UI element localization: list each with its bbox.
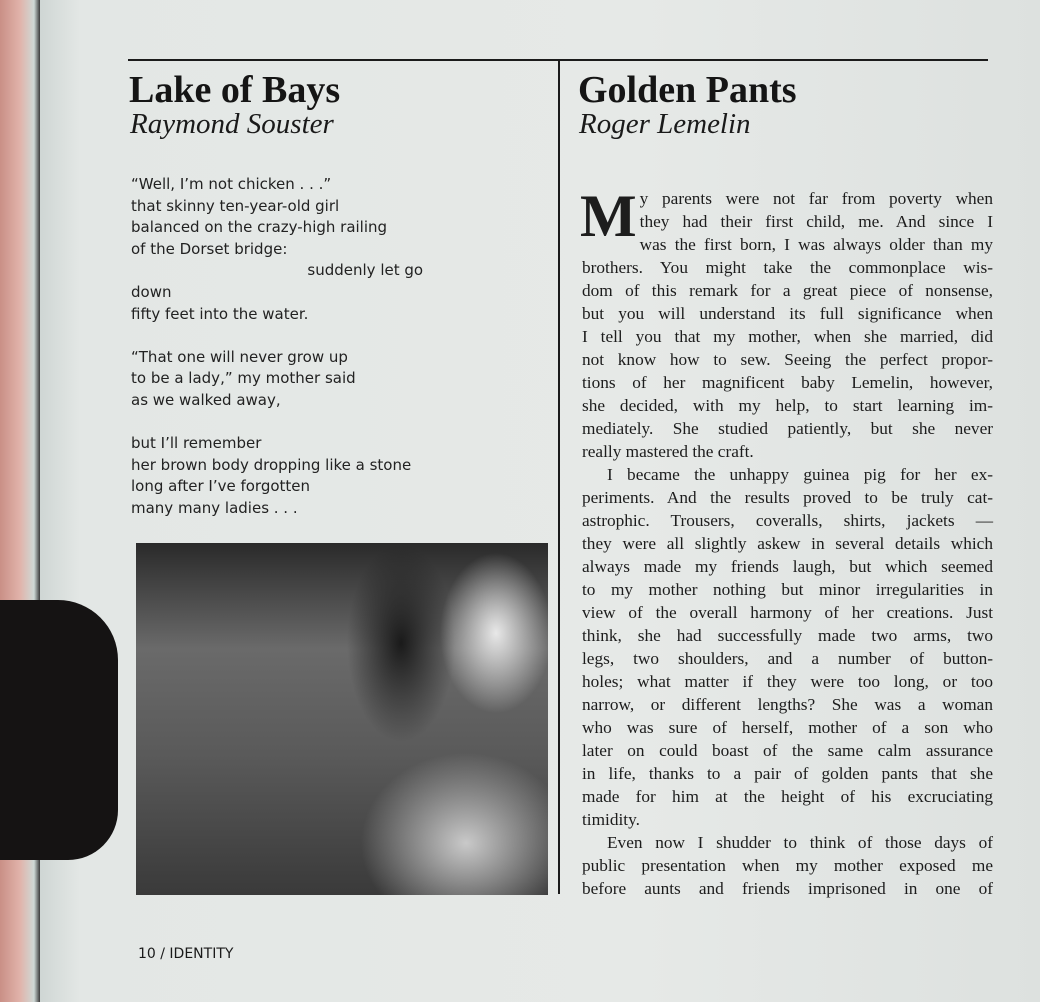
story-line: I became the unhappy guinea pig for her ex-: [607, 465, 993, 484]
story-line: timidity.: [582, 810, 640, 829]
story-line: not know how to sew. Seeing the perfect propor-: [582, 350, 993, 369]
poem-line: as we walked away,: [131, 390, 281, 409]
story-line: who was sure of herself, mother of a son who: [582, 718, 993, 737]
story-line: legs, two shoulders, and a number of button-: [582, 649, 993, 668]
page-folio: 10 / IDENTITY: [138, 946, 234, 962]
stanza-break: [131, 325, 423, 347]
swimming-girl-photo: [136, 543, 548, 895]
story-line: view of the overall harmony of her creations. Just: [582, 603, 993, 622]
drop-cap: M: [580, 183, 637, 249]
story-line: they had their first child, me. And since I: [639, 212, 993, 231]
poem-line: long after I’ve forgotten: [131, 477, 311, 496]
story-line: dom of this remark for a great piece of nonsense,: [582, 281, 993, 300]
story-line: always made my friends laugh, but which seemed: [582, 557, 993, 576]
story-line: they were all slightly askew in several details which: [582, 534, 993, 553]
story-line: she decided, with my help, to start learning im-: [582, 396, 993, 415]
story-author: Roger Lemelin: [579, 108, 751, 140]
story-line: public presentation when my mother exposed me: [582, 856, 993, 875]
column-divider: [558, 60, 560, 894]
story-line: brothers. You might take the commonplace wis-: [582, 258, 993, 277]
poem-line: “That one will never grow up: [131, 347, 348, 366]
story-line: but you will understand its full significance when: [582, 304, 993, 323]
story-line: tions of her magnificent baby Lemelin, however,: [582, 373, 993, 392]
poem-line: suddenly let go: [131, 261, 424, 280]
poem-line: “Well, I’m not chicken . . .”: [131, 175, 332, 193]
story-line: mediately. She studied patiently, but she never: [582, 419, 993, 438]
story-line: Even now I shudder to think of those days of: [607, 833, 993, 852]
poem-line: many many ladies . . .: [131, 498, 298, 517]
story-line: astrophic. Trousers, coveralls, shirts, jackets —: [582, 511, 993, 530]
story-line: to my mother nothing but minor irregularities in: [582, 580, 993, 599]
story-line: really mastered the craft.: [582, 442, 754, 461]
story-line: in life, thanks to a pair of golden pants that she: [582, 764, 993, 783]
poem-line: that skinny ten-year-old girl: [131, 196, 340, 215]
stanza-break: [131, 412, 423, 434]
poem-line: fifty feet into the water.: [131, 304, 309, 323]
poem-line: her brown body dropping like a stone: [131, 455, 412, 474]
story-line: narrow, or different lengths? She was a woman: [582, 695, 993, 714]
story-line: I tell you that my mother, when she married, did: [582, 327, 993, 346]
story-title: Golden Pants: [578, 69, 797, 111]
story-line: y parents were not far from poverty when: [639, 189, 993, 208]
poem-line: down: [131, 282, 172, 301]
story-line: think, she had successfully made two arms, two: [582, 626, 993, 645]
poem: [131, 174, 423, 520]
poem-line: of the Dorset bridge:: [131, 239, 288, 258]
story-line: was the first born, I was always older than my: [639, 235, 993, 254]
story-line: later on could boast of the same calm assurance: [582, 741, 993, 760]
poem-line: balanced on the crazy-high railing: [131, 218, 388, 237]
poem-line: but I’ll remember: [131, 434, 262, 453]
story-line: before aunts and friends imprisoned in one of: [582, 879, 993, 898]
poem-author: Raymond Souster: [130, 108, 334, 140]
story-line: holes; what matter if they were too long, or too: [582, 672, 993, 691]
story-line: made for him at the height of his excruciating: [582, 787, 993, 806]
poem-title: Lake of Bays: [129, 69, 341, 111]
story-line: periments. And the results proved to be truly cat-: [582, 488, 993, 507]
poem-line: to be a lady,” my mother said: [131, 369, 356, 388]
story-body: [580, 183, 993, 900]
thumb: [0, 600, 118, 860]
